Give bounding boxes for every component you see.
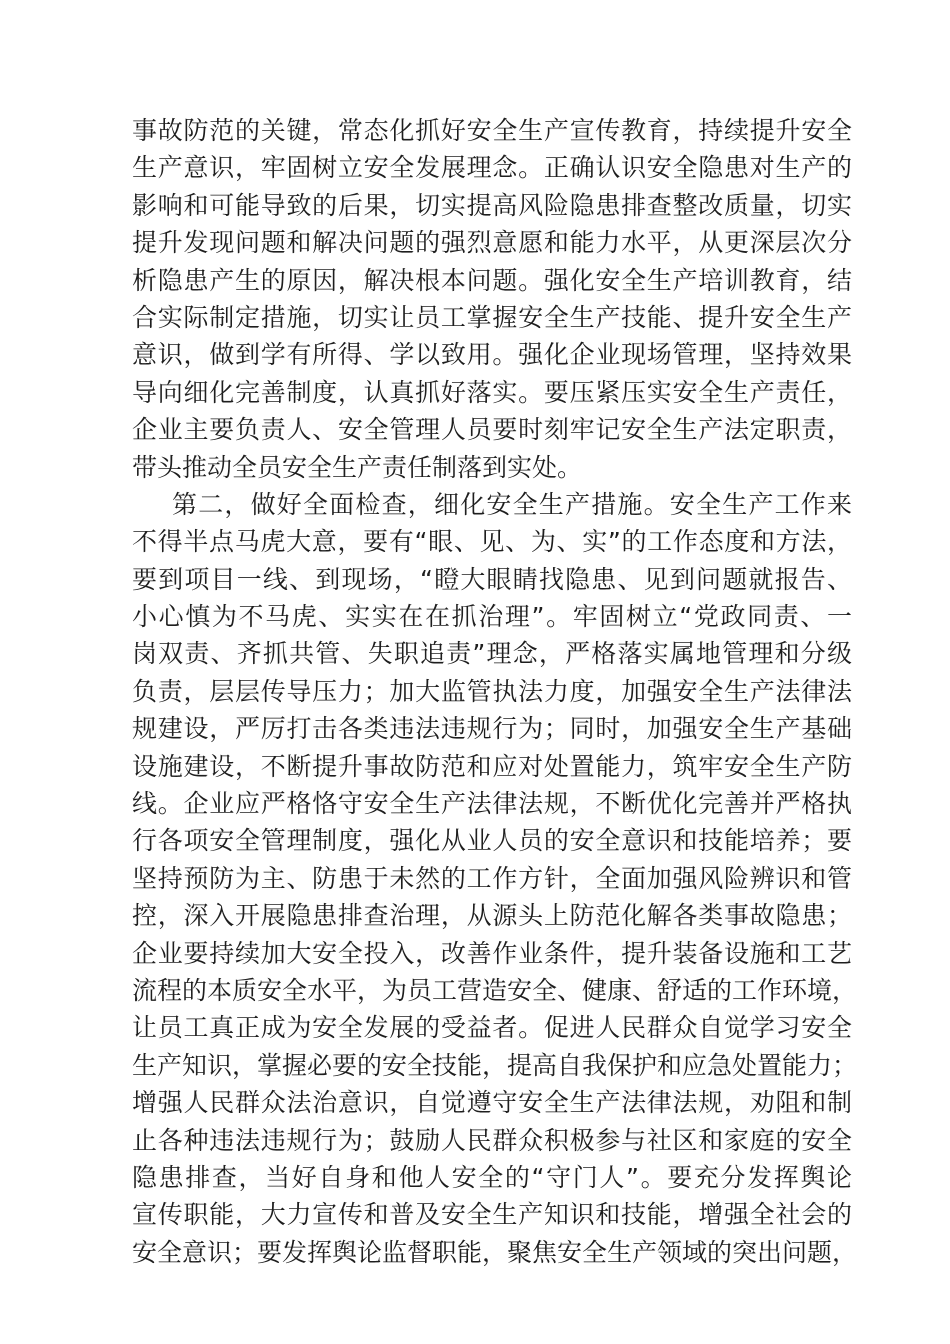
paragraph-line: 析隐患产生的原因，解决根本问题。强化安全生产培训教育，结	[132, 265, 852, 295]
document-body	[132, 112, 858, 1271]
paragraph-line: 坚持预防为主、防患于未然的工作方针，全面加强风险辨识和管	[132, 863, 852, 893]
paragraph-line: 规建设，严厉打击各类违法违规行为；同时，加强安全生产基础	[132, 714, 852, 744]
paragraph-line: 宣传职能，大力宣传和普及安全生产知识和技能，增强全社会的	[132, 1200, 852, 1230]
paragraph-line: 设施建设，不断提升事故防范和应对处置能力，筑牢安全生产防	[132, 751, 852, 781]
paragraph-line: 线。企业应严格恪守安全生产法律法规，不断优化完善并严格执	[132, 789, 852, 819]
paragraph-line: 要到项目一线、到现场，“瞪大眼睛找隐患、见到问题就报告、	[132, 564, 852, 594]
paragraph-line: 生产意识，牢固树立安全发展理念。正确认识安全隐患对生产的	[132, 153, 852, 183]
paragraph-line: 不得半点马虎大意，要有“眼、见、为、实”的工作态度和方法，	[132, 527, 852, 557]
paragraph-line: 合实际制定措施，切实让员工掌握安全生产技能、提升安全生产	[132, 302, 852, 332]
paragraph-line: 第二，做好全面检查，细化安全生产措施。安全生产工作来	[172, 489, 852, 519]
paragraph-line: 岗双责、齐抓共管、失职追责”理念，严格落实属地管理和分级	[132, 639, 852, 669]
paragraph-line: 意识，做到学有所得、学以致用。强化企业现场管理，坚持效果	[132, 340, 852, 370]
paragraph-line: 事故防范的关键，常态化抓好安全生产宣传教育，持续提升安全	[132, 116, 852, 145]
paragraph-line: 企业要持续加大安全投入，改善作业条件，提升装备设施和工艺	[132, 938, 852, 968]
paragraph-line: 小心慎为不马虎、实实在在抓治理”。牢固树立“党政同责、一	[132, 602, 852, 632]
paragraph-line: 控，深入开展隐患排查治理，从源头上防范化解各类事故隐患；	[132, 901, 852, 931]
paragraph-2	[132, 486, 858, 1271]
paragraph-line: 流程的本质安全水平，为员工营造安全、健康、舒适的工作环境，	[132, 975, 858, 1005]
paragraph-1	[132, 112, 852, 486]
paragraph-line: 影响和可能导致的后果，切实提高风险隐患排查整改质量，切实	[132, 190, 852, 220]
paragraph-line: 企业主要负责人、安全管理人员要时刻牢记安全生产法定职责，	[132, 415, 852, 445]
paragraph-line: 增强人民群众法治意识，自觉遵守安全生产法律法规，劝阻和制	[132, 1088, 852, 1118]
paragraph-line: 负责，层层传导压力；加大监管执法力度，加强安全生产法律法	[132, 676, 852, 706]
paragraph-line: 提升发现问题和解决问题的强烈意愿和能力水平，从更深层次分	[132, 228, 852, 258]
paragraph-line: 生产知识，掌握必要的安全技能，提高自我保护和应急处置能力；	[132, 1050, 858, 1080]
paragraph-line: 止各种违法违规行为；鼓励人民群众积极参与社区和家庭的安全	[132, 1125, 852, 1155]
paragraph-line: 隐患排查，当好自身和他人安全的“守门人”。要充分发挥舆论	[132, 1162, 852, 1192]
paragraph-line: 让员工真正成为安全发展的受益者。促进人民群众自觉学习安全	[132, 1013, 852, 1043]
paragraph-line: 导向细化完善制度，认真抓好落实。要压紧压实安全生产责任，	[132, 377, 852, 407]
paragraph-line: 安全意识；要发挥舆论监督职能，聚焦安全生产领域的突出问题，	[132, 1237, 858, 1267]
paragraph-line: 带头推动全员安全生产责任制落到实处。	[132, 452, 583, 482]
paragraph-line: 行各项安全管理制度，强化从业人员的安全意识和技能培养；要	[132, 826, 852, 856]
